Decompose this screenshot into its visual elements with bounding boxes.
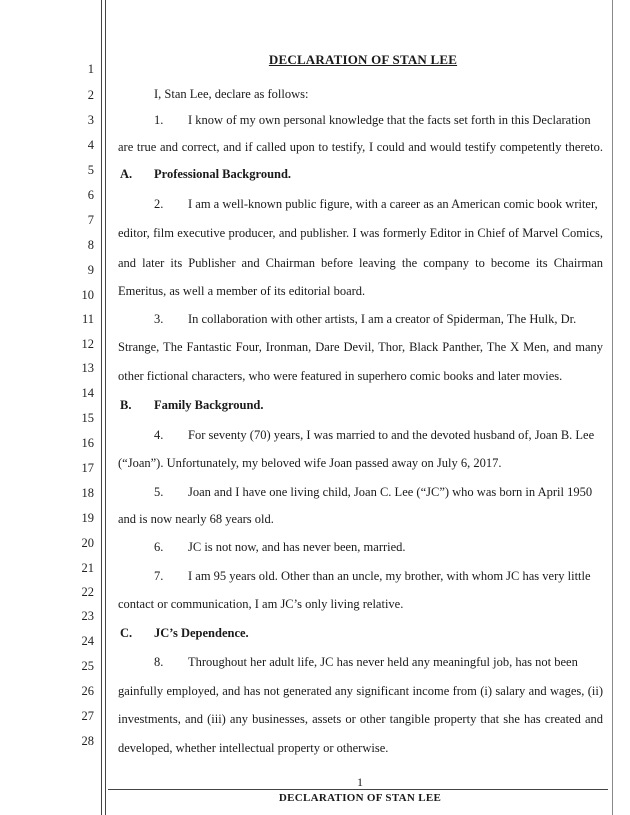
section-letter: C. <box>120 626 133 640</box>
footer-rule <box>108 789 608 790</box>
document-title: DECLARATION OF STAN LEE <box>268 52 458 67</box>
paragraph-text: I am 95 years old. Other than an uncle, my brother, with whom JC has very little <box>188 569 591 583</box>
line-number: 1 <box>87 62 94 76</box>
section-title: JC’s Dependence. <box>154 626 249 640</box>
line-number: 20 <box>81 536 94 550</box>
paragraph-2-line-2: editor, film executive producer, and publisher. I was formerly Editor in Chief of Marvel Comics, <box>118 226 603 240</box>
paragraph-8-line-1 <box>154 655 578 670</box>
paragraph-text: For seventy (70) years, I was married to and the devoted husband of, Joan B. Lee <box>188 428 595 442</box>
line-number: 26 <box>81 684 94 698</box>
line-number: 9 <box>87 263 94 277</box>
paragraph-2-line-3: and later its Publisher and Chairman before leaving the company to become its Chairman <box>118 256 603 270</box>
section-letter: A. <box>120 167 133 181</box>
line-number: 16 <box>81 436 94 450</box>
paragraph-8-line-4: developed, whether intellectual property or otherwise. <box>118 741 389 755</box>
line-number: 6 <box>87 188 94 202</box>
line-number: 12 <box>81 337 94 351</box>
page-number: 1 <box>357 775 363 789</box>
footer-title: DECLARATION OF STAN LEE <box>278 792 442 804</box>
paragraph-7-line-2: contact or communication, I am JC’s only living relative. <box>118 597 404 611</box>
paragraph-number: 2. <box>154 197 164 211</box>
line-number: 2 <box>87 88 94 102</box>
line-number: 15 <box>81 411 94 425</box>
line-number: 24 <box>81 634 94 648</box>
paragraph-7-line-1 <box>154 569 591 584</box>
paragraph-2-line-1 <box>154 197 598 212</box>
paragraph-text: I know of my own personal knowledge that the facts set forth in this Declaration <box>188 113 591 127</box>
section-c-heading <box>120 626 249 641</box>
paragraph-5-line-1 <box>154 485 592 500</box>
line-number: 28 <box>81 734 94 748</box>
section-title: Family Background. <box>154 398 264 412</box>
line-number: 25 <box>81 659 94 673</box>
paragraph-3-line-2: Strange, The Fantastic Four, Ironman, Dare Devil, Thor, Black Panther, The X Men, and many <box>118 340 603 354</box>
line-number: 17 <box>81 461 94 475</box>
section-b-heading <box>120 398 264 413</box>
paragraph-3-line-3: other fictional characters, who were featured in superhero comic books and later movies. <box>118 369 563 383</box>
line-number: 10 <box>81 288 94 302</box>
line-number: 27 <box>81 709 94 723</box>
paragraph-4-line-2: (“Joan”). Unfortunately, my beloved wife Joan passed away on July 6, 2017. <box>118 456 502 470</box>
line-number: 13 <box>81 361 94 375</box>
left-margin-rule-inner <box>105 0 106 815</box>
section-letter: B. <box>120 398 132 412</box>
paragraph-number: 6. <box>154 540 164 554</box>
line-number: 4 <box>87 138 94 152</box>
paragraph-number: 8. <box>154 655 164 669</box>
section-title: Professional Background. <box>154 167 292 181</box>
left-margin-rule <box>101 0 102 815</box>
line-number: 19 <box>81 511 94 525</box>
line-number: 22 <box>81 585 94 599</box>
line-number: 11 <box>81 312 94 326</box>
paragraph-5-line-2: and is now nearly 68 years old. <box>118 512 274 526</box>
intro-line: I, Stan Lee, declare as follows: <box>154 87 309 101</box>
paragraph-text: Joan and I have one living child, Joan C. Lee (“JC”) who was born in April 1950 <box>188 485 593 499</box>
line-number: 14 <box>81 386 94 400</box>
paragraph-1-line-2: are true and correct, and if called upon to testify, I could and would testify competently thereto. <box>118 140 603 154</box>
paragraph-number: 4. <box>154 428 164 442</box>
paragraph-text: In collaboration with other artists, I am a creator of Spiderman, The Hulk, Dr. <box>188 312 577 326</box>
paragraph-4-line-1 <box>154 428 594 443</box>
paragraph-text: I am a well-known public figure, with a career as an American comic book writer, <box>188 197 598 211</box>
line-number: 3 <box>87 113 94 127</box>
section-a-heading <box>120 167 291 182</box>
line-number: 21 <box>81 561 94 575</box>
line-number: 23 <box>81 609 94 623</box>
line-number: 5 <box>87 163 94 177</box>
line-number: 7 <box>87 213 94 227</box>
paragraph-3-line-1 <box>154 312 576 327</box>
paragraph-2-line-4: Emeritus, as well a member of its editorial board. <box>118 284 366 298</box>
paragraph-number: 5. <box>154 485 164 499</box>
paragraph-6-line-1 <box>154 540 406 555</box>
paragraph-text: Throughout her adult life, JC has never held any meaningful job, has not been <box>188 655 578 669</box>
line-number: 8 <box>87 238 94 252</box>
paragraph-number: 7. <box>154 569 164 583</box>
paragraph-number: 1. <box>154 113 164 127</box>
paragraph-1-line-1 <box>154 113 591 128</box>
paragraph-number: 3. <box>154 312 164 326</box>
line-number: 18 <box>81 486 94 500</box>
paragraph-8-line-3: investments, and (iii) any businesses, assets or other tangible property that she has created and <box>118 712 603 726</box>
right-margin-rule <box>612 0 613 815</box>
paragraph-8-line-2: gainfully employed, and has not generated any significant income from (i) salary and wages, (ii) <box>118 684 603 698</box>
paragraph-text: JC is not now, and has never been, married. <box>188 540 406 554</box>
